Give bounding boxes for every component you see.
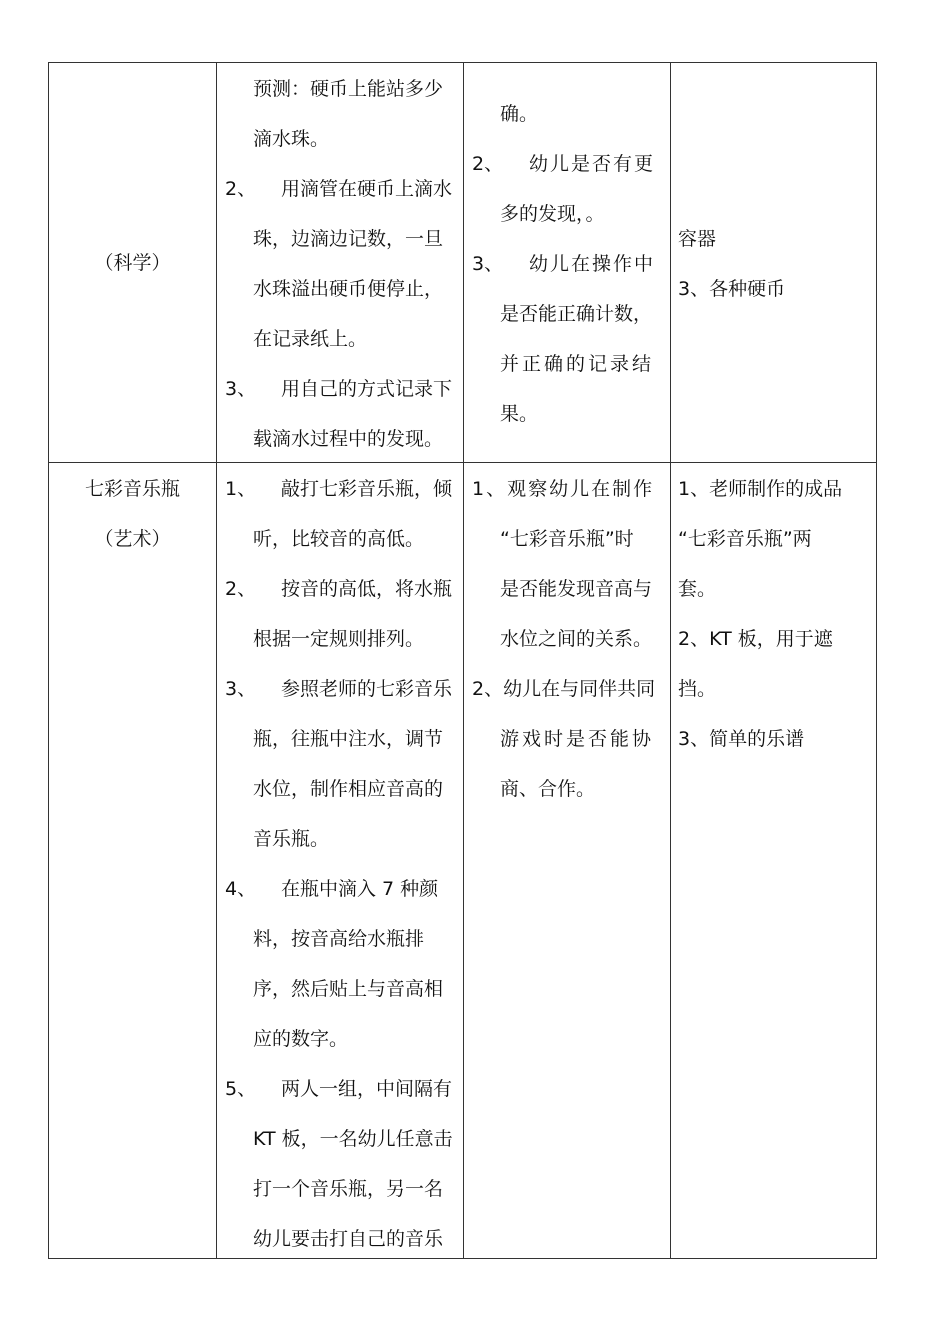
row1-observation-line: 幼儿是否有更 [529, 153, 656, 175]
row2-process-line: 两人一组，中间隔有 [281, 1078, 453, 1100]
row2-process-line: 听，比较音的高低。 [253, 528, 425, 550]
row2-observation-line: 是否能发现音高与 [500, 578, 653, 600]
row2-process-line: 按音的高低，将水瓶 [281, 578, 453, 600]
column-divider [463, 63, 464, 1258]
row2-material-line: “七彩音乐瓶”两 [678, 528, 812, 550]
row2-process-line: 在瓶中滴入 7 种颜 [281, 878, 439, 900]
row1-observation-number: 3、 [472, 253, 504, 275]
row2-process-line: 敲打七彩音乐瓶，倾 [281, 478, 453, 500]
row1-process-line: 用自己的方式记录下 [281, 378, 453, 400]
row2-material-line: 3、简单的乐谱 [678, 728, 805, 750]
row1-activity-subject: （科学） [94, 252, 171, 274]
row2-material-line: 套。 [678, 578, 717, 600]
row2-process-number: 1、 [225, 478, 257, 500]
row1-observation-line: 是否能正确计数， [500, 303, 653, 325]
row1-process-number: 2、 [225, 178, 257, 200]
row2-process-line: KT 板，一名幼儿任意击 [253, 1128, 453, 1150]
row1-process-line: 用滴管在硬币上滴水 [281, 178, 453, 200]
row2-process-number: 3、 [225, 678, 257, 700]
row1-process-line: 滴水珠。 [253, 128, 330, 150]
row1-observation-number: 2、 [472, 153, 504, 175]
row1-material-line: 容器 [678, 228, 717, 250]
row2-material-line: 1、老师制作的成品 [678, 478, 843, 500]
row1-process-line: 载滴水过程中的发现。 [253, 428, 444, 450]
row2-process-number: 5、 [225, 1078, 257, 1100]
row2-activity-subject: （艺术） [94, 528, 171, 550]
row2-process-line: 序，然后贴上与音高相 [253, 978, 444, 1000]
row2-process-line: 瓶，往瓶中注水，调节 [253, 728, 444, 750]
row1-process-line: 预测：硬币上能站多少 [253, 78, 444, 100]
row2-process-line: 音乐瓶。 [253, 828, 330, 850]
row-divider [49, 462, 876, 463]
column-divider [216, 63, 217, 1258]
row1-process-line: 在记录纸上。 [253, 328, 368, 350]
row2-process-line: 应的数字。 [253, 1028, 349, 1050]
row2-observation-line: 游戏时是否能协 [500, 728, 655, 750]
row2-process-line: 打一个音乐瓶，另一名 [253, 1178, 444, 1200]
column-divider [670, 63, 671, 1258]
row1-observation-line: 幼儿在操作中 [529, 253, 656, 275]
row1-observation-line: 确。 [500, 103, 539, 125]
row1-observation-line: 多的发现，。 [500, 203, 605, 225]
row2-process-line: 参照老师的七彩音乐 [281, 678, 453, 700]
row2-process-line: 根据一定规则排列。 [253, 628, 425, 650]
row2-observation-line: 商、合作。 [500, 778, 596, 800]
row2-process-line: 幼儿要击打自己的音乐 [253, 1228, 444, 1250]
row1-observation-line: 果。 [500, 403, 539, 425]
row2-process-line: 料，按音高给水瓶排 [253, 928, 425, 950]
row2-process-number: 4、 [225, 878, 257, 900]
row1-process-line: 珠，边滴边记数，一旦 [253, 228, 444, 250]
activity-table [48, 62, 877, 1259]
row2-process-number: 2、 [225, 578, 257, 600]
row2-observation-line: 1、观察幼儿在制作 [472, 478, 655, 500]
row1-material-line: 3、各种硬币 [678, 278, 786, 300]
row2-process-line: 水位，制作相应音高的 [253, 778, 444, 800]
row2-observation-line: 2、幼儿在与同伴共同 [472, 678, 656, 700]
row1-observation-line: 并正确的记录结 [500, 353, 655, 375]
row2-material-line: 2、KT 板，用于遮 [678, 628, 833, 650]
row2-material-line: 挡。 [678, 678, 717, 700]
row2-observation-line: “七彩音乐瓶”时 [500, 528, 634, 550]
row2-observation-line: 水位之间的关系。 [500, 628, 653, 650]
row1-process-number: 3、 [225, 378, 257, 400]
row2-activity-name: 七彩音乐瓶 [84, 478, 180, 500]
row1-process-line: 水珠溢出硬币便停止， [253, 278, 444, 300]
